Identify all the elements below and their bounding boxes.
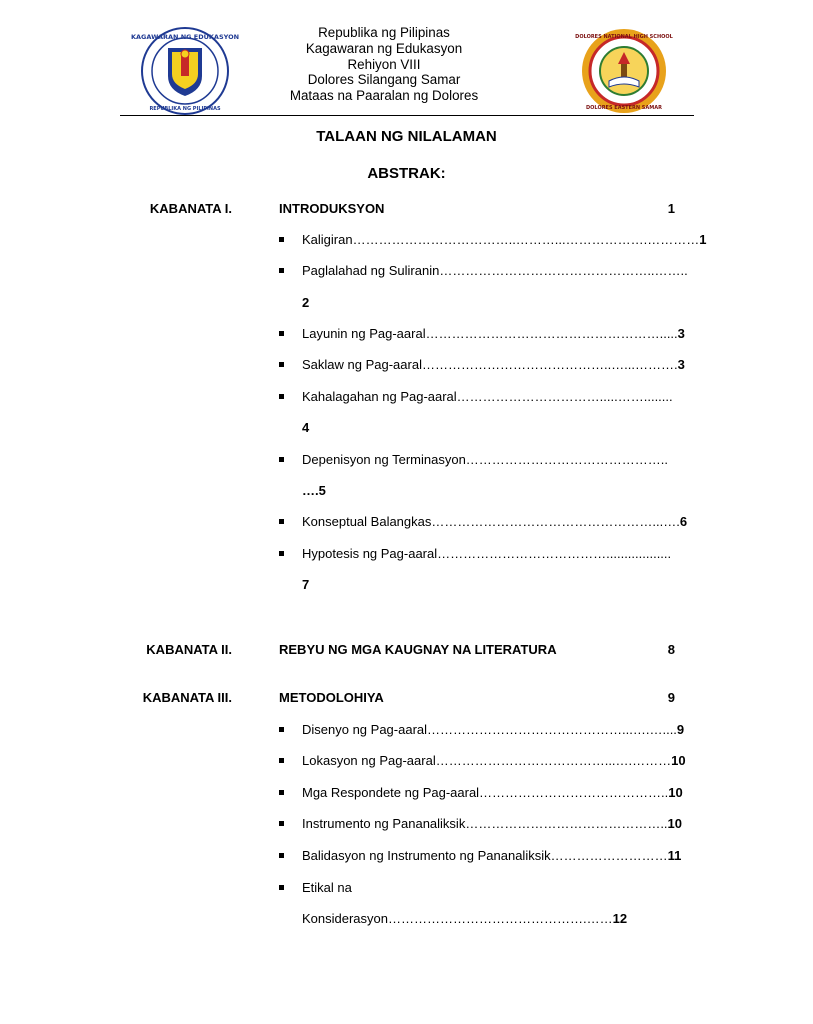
chapter-label: KABANATA II. xyxy=(146,642,232,657)
toc-entry-page: 1 xyxy=(699,232,707,247)
toc-entry-text: Kaligiran………………………………..………...……………….………… xyxy=(302,232,700,247)
header-line: Kagawaran ng Edukasyon xyxy=(305,40,463,56)
toc-entry-page: 9 xyxy=(676,722,685,737)
bullet-icon xyxy=(279,457,284,462)
svg-text:REPUBLIKA NG PILIPINAS: REPUBLIKA NG PILIPINAS xyxy=(149,106,221,112)
bullet-icon xyxy=(279,519,284,524)
toc-entry-page: 6 xyxy=(679,514,688,529)
toc-entry-page: ….5 xyxy=(302,483,326,498)
toc-entry-page: 2 xyxy=(302,295,310,310)
toc-entry-text: Depenisyon ng Terminasyon……………………………………….. xyxy=(302,452,669,467)
svg-text:DOLORES NATIONAL HIGH SCHOOL: DOLORES NATIONAL HIGH SCHOOL xyxy=(575,34,673,40)
toc-entry-text: Mga Respondete ng Pag-aaral…………………………………….. xyxy=(302,785,669,800)
toc-entry-text: Etikal na xyxy=(302,880,352,895)
header-divider xyxy=(120,115,694,116)
bullet-icon xyxy=(279,394,284,399)
bullet-icon xyxy=(279,551,284,556)
bullet-icon xyxy=(279,362,284,367)
toc-entry-continuation xyxy=(302,911,702,926)
toc-entry-text: Paglalahad ng Suliranin…………………………………………..…….. xyxy=(302,263,688,278)
bullet-icon xyxy=(279,727,284,732)
chapter-label: KABANATA I. xyxy=(149,201,232,216)
header-line: Mataas na Paaralan ng Dolores xyxy=(289,88,479,104)
toc-entry-page: 10 xyxy=(671,753,686,768)
toc-entry-text: Balidasyon ng Instrumento ng Pananaliksik……………………… xyxy=(302,848,668,863)
bullet-icon xyxy=(279,790,284,795)
toc-entry-text: Lokasyon ng Pag-aaral…………………………………...….……… xyxy=(302,753,672,768)
chapter-label: KABANATA III. xyxy=(142,690,232,705)
bullet-icon xyxy=(279,758,284,763)
toc-entry-text: Instrumento ng Pananaliksik……………………………………….. xyxy=(302,816,668,831)
toc-entry-text: Layunin ng Pag-aaral………………………………………………..... xyxy=(302,326,678,341)
toc-entry-page: 7 xyxy=(302,577,310,592)
svg-text:KAGAWARAN NG EDUKASYON: KAGAWARAN NG EDUKASYON xyxy=(130,33,240,41)
toc-entry-text: Konsiderasyon……………………………………….…… xyxy=(302,911,613,926)
toc-entry-text: Kahalagahan ng Pag-aaral…………………………….....……........ xyxy=(302,389,673,404)
header-line: Dolores Silangang Samar xyxy=(307,72,461,88)
toc-entry-page: 10 xyxy=(667,816,683,831)
toc-entry-text: Hypotesis ng Pag-aaral………………………………….................. xyxy=(302,546,672,561)
bullet-icon xyxy=(279,268,284,273)
toc-entry-page: 4 xyxy=(302,420,310,435)
chapter-page: 8 xyxy=(667,642,675,657)
bullet-icon xyxy=(279,853,284,858)
toc-entry-page: 10 xyxy=(668,785,683,800)
chapter-title: REBYU NG MGA KAUGNAY NA LITERATURA xyxy=(279,642,557,657)
toc-entry-text: Saklaw ng Pag-aaral……………………………………..…...………. xyxy=(302,357,678,372)
chapter-page: 9 xyxy=(667,690,675,705)
svg-text:DOLORES EASTERN SAMAR: DOLORES EASTERN SAMAR xyxy=(586,105,662,111)
bullet-icon xyxy=(279,331,284,336)
bullet-icon xyxy=(279,885,284,890)
chapter-title: METODOLOHIYA xyxy=(279,690,384,705)
bullet-icon xyxy=(279,821,284,826)
chapter-page: 1 xyxy=(667,201,675,216)
toc-entry-text: Disenyo ng Pag-aaral………………………………………...….….... xyxy=(302,722,677,737)
page-title: TALAAN NG NILALAMAN xyxy=(316,128,497,145)
letterhead xyxy=(0,25,768,104)
toc-entry-text: Konseptual Balangkas……………………………………………...…. xyxy=(302,514,680,529)
chapter-title: INTRODUKSYON xyxy=(279,201,385,216)
toc-entry-page: 3 xyxy=(677,326,685,341)
abstract-heading: ABSTRAK: xyxy=(367,165,446,182)
toc-entry-page: 12 xyxy=(612,911,628,926)
bullet-icon xyxy=(279,237,284,242)
toc-entry-page: 3 xyxy=(677,357,685,372)
header-line: Rehiyon VIII xyxy=(347,56,421,72)
header-line: Republika ng Pilipinas xyxy=(318,25,450,40)
toc-entry-page: 11 xyxy=(667,848,682,863)
